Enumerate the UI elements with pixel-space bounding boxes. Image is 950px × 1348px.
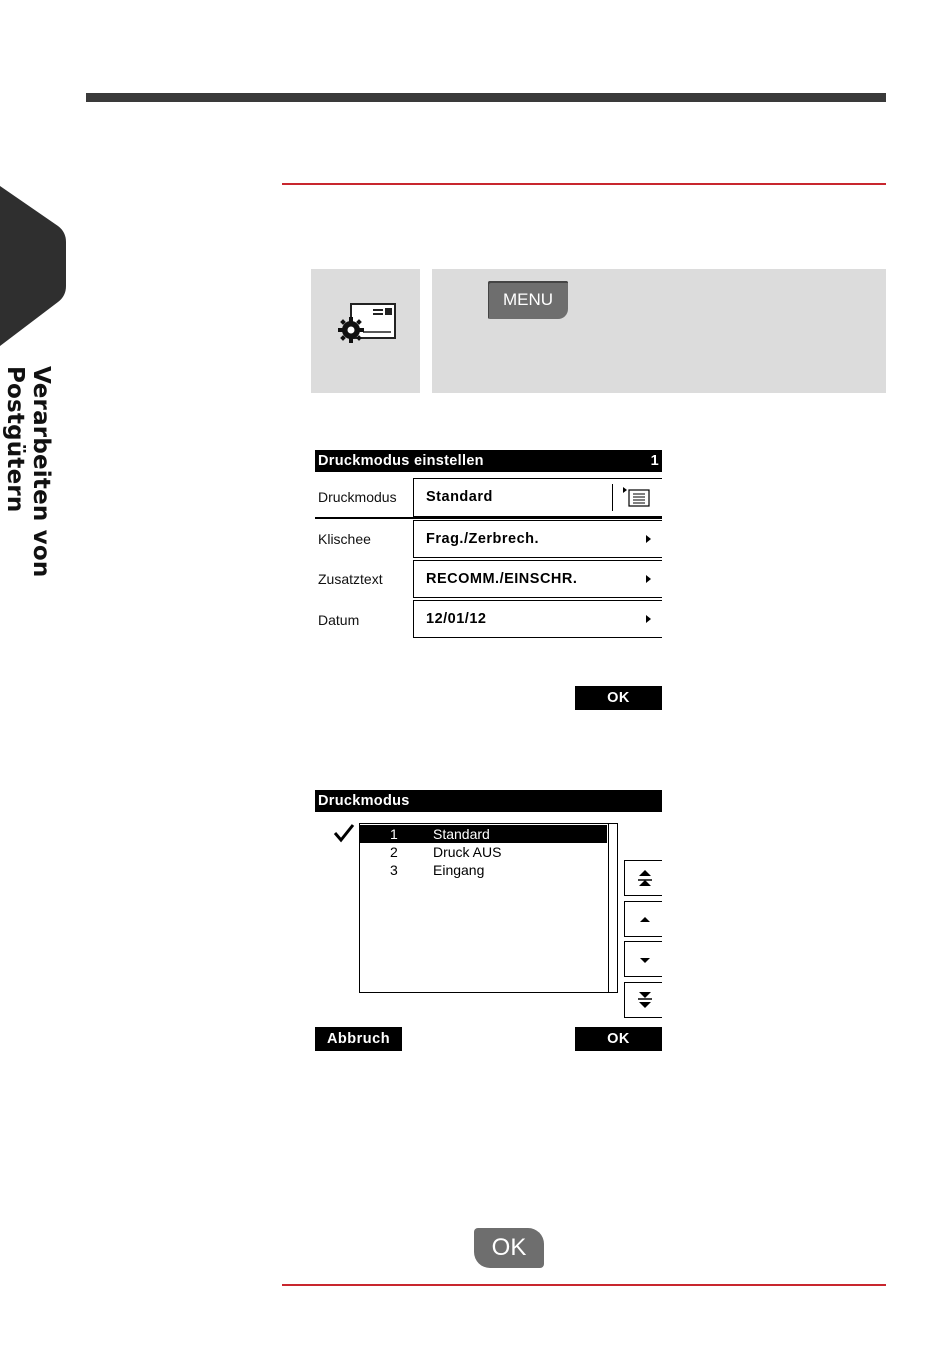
section-rule-bottom (282, 1284, 886, 1286)
list-item-eingang[interactable]: 3 Eingang (390, 862, 485, 878)
field-klischee[interactable] (413, 520, 662, 558)
field-value-datum: 12/01/12 (426, 611, 487, 627)
up-arrow-icon (625, 902, 661, 936)
list-item-standard[interactable]: 1 Standard (360, 825, 607, 843)
section-rule-top (282, 183, 886, 185)
scroll-up-button[interactable] (624, 901, 662, 937)
field-label-klischee: Klischee (318, 531, 371, 547)
screen1-titlebar (315, 450, 662, 472)
field-value-druckmodus: Standard (426, 489, 493, 505)
field-label-druckmodus: Druckmodus (318, 489, 397, 505)
screen2-ok-button[interactable]: OK (575, 1027, 662, 1051)
checkmark-icon (333, 823, 355, 843)
chevron-right-icon (646, 615, 651, 623)
chapter-label: Verarbeiten von Postgütern (2, 366, 54, 578)
field-value-zusatztext: RECOMM./EINSCHR. (426, 571, 578, 587)
screen1-title: Druckmodus einstellen (318, 453, 484, 469)
double-up-icon (625, 861, 661, 895)
list-icon[interactable] (621, 485, 651, 509)
row-separator (315, 517, 662, 519)
screen1-ok-button[interactable]: OK (575, 686, 662, 710)
screen2-titlebar (315, 790, 662, 812)
screen1-page-number: 1 (650, 453, 659, 469)
list-item-druck-aus[interactable]: 2 Druck AUS (390, 844, 502, 860)
field-datum[interactable] (413, 600, 662, 638)
chapter-tab (0, 186, 66, 346)
double-down-icon (625, 983, 661, 1017)
step-icon-panel (311, 269, 420, 393)
cancel-button[interactable]: Abbruch (315, 1027, 402, 1051)
field-divider (612, 484, 613, 511)
field-druckmodus[interactable] (413, 478, 662, 517)
ok-key-button[interactable]: OK (474, 1228, 544, 1268)
screen2-title: Druckmodus (318, 793, 410, 809)
field-zusatztext[interactable] (413, 560, 662, 598)
druckmodus-list[interactable] (359, 823, 618, 993)
scroll-last-button[interactable] (624, 982, 662, 1018)
header-bar (86, 93, 886, 102)
print-settings-icon (336, 303, 396, 347)
scroll-first-button[interactable] (624, 860, 662, 896)
chevron-right-icon (646, 575, 651, 583)
chevron-right-icon (646, 535, 651, 543)
field-label-datum: Datum (318, 612, 360, 628)
field-value-klischee: Frag./Zerbrech. (426, 531, 540, 547)
list-scrollbar[interactable] (608, 824, 609, 992)
field-label-zusatztext: Zusatztext (318, 571, 383, 587)
down-arrow-icon (625, 942, 661, 976)
scroll-down-button[interactable] (624, 941, 662, 977)
menu-key-button[interactable]: MENU (488, 281, 568, 319)
